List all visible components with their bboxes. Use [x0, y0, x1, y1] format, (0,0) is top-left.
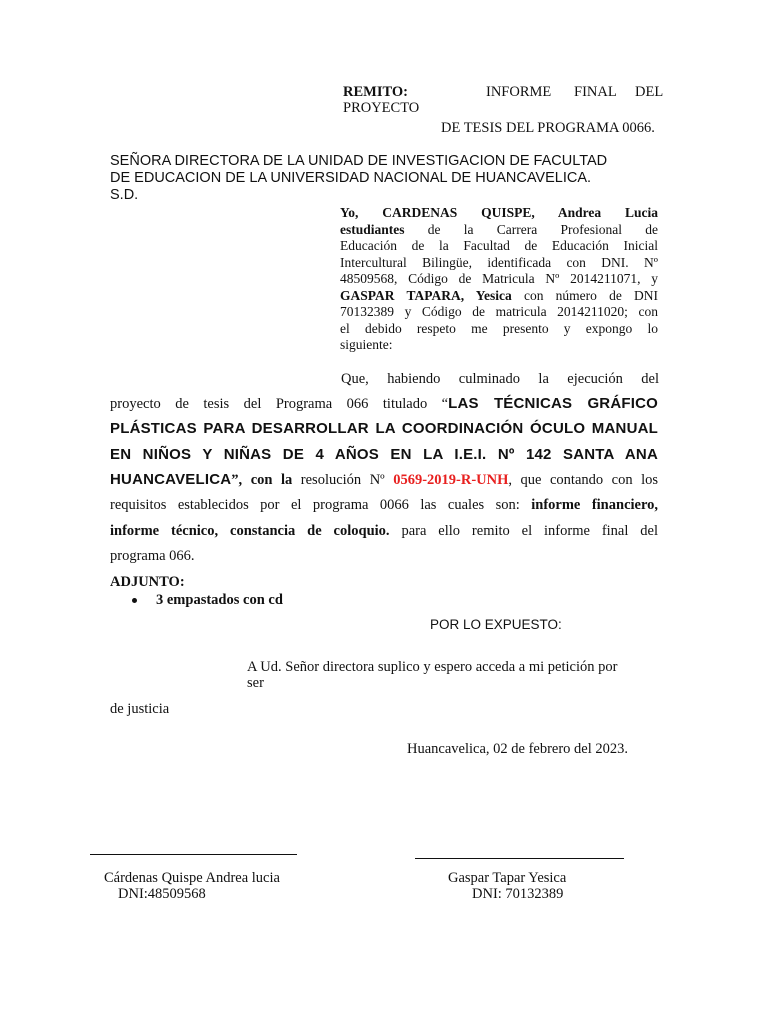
thesis-title-line-3: EN NIÑOS Y NIÑAS DE 4 AÑOS EN LA I.E.I. Nº 142 SANTA ANA — [110, 446, 658, 463]
petition-line-3: de justicia — [110, 701, 170, 717]
petition-line-2: ser — [247, 675, 264, 691]
intro-line-1: Yo, CARDENAS QUISPE, Andrea Lucia — [340, 205, 658, 220]
body-line-2: proyecto de tesis del Programa 066 titulado “LAS TÉCNICAS GRÁFICO — [110, 395, 659, 412]
remito-label: REMITO: — [343, 84, 408, 100]
remito-text-word-3: DEL — [635, 84, 664, 100]
adjunto-label: ADJUNTO: — [110, 574, 185, 590]
remito-text-word-1: INFORME — [486, 84, 552, 100]
body-line-5: HUANCAVELICA”, con la resolución Nº 0569-2019-R-UNH, que contando con los — [110, 471, 659, 488]
addressee-line2: DE EDUCACION DE LA UNIVERSIDAD NACIONAL DE HUANCAVELICA. — [110, 170, 592, 186]
signature-name-1: Cárdenas Quispe Andrea lucia — [104, 870, 280, 886]
petition-line-1: A Ud. Señor directora suplico y espero acceda a mi petición por — [247, 659, 618, 675]
remito-text-word-2: FINAL — [574, 84, 617, 100]
addressee-line1: SEÑORA DIRECTORA DE LA UNIDAD DE INVESTIGACION DE FACULTAD — [110, 153, 608, 169]
thesis-title-line-2: PLÁSTICAS PARA DESARROLLAR LA COORDINACIÓN ÓCULO MANUAL — [110, 420, 658, 437]
intro-line-7: 70132389 y Código de matricula 2014211020; con — [340, 304, 658, 319]
intro-line-5: 48509568, Código de Matricula Nº 2014211071, y — [340, 271, 658, 286]
body-line-1: Que, habiendo culminado la ejecución del — [341, 371, 659, 387]
intro-line-2: estudiantes de la Carrera Profesional de — [340, 221, 659, 237]
signature-dni-1: DNI:48509568 — [118, 886, 206, 902]
signature-line-2 — [415, 858, 624, 859]
por-lo-expuesto: POR LO EXPUESTO: — [430, 617, 562, 632]
thesis-title-line-4: HUANCAVELICA — [110, 471, 232, 488]
intro-line-3: Educación de la Facultad de Educación Inicial — [340, 238, 658, 253]
bullet-icon — [132, 598, 137, 603]
intro-block — [340, 205, 658, 354]
signature-dni-2: DNI: 70132389 — [472, 886, 564, 902]
adjunto-item: 3 empastados con cd — [156, 592, 283, 608]
addressee-line3: S.D. — [110, 187, 139, 203]
signature-line-1 — [90, 854, 297, 855]
intro-line-8: el debido respeto me presento y expongo lo — [340, 320, 658, 336]
body-line-8: programa 066. — [110, 548, 195, 564]
resolution-number: 0569-2019-R-UNH — [393, 472, 509, 488]
body-line-6: requisitos establecidos por el programa 0066 las cuales son: informe financiero, — [110, 497, 659, 513]
intro-line-6: GASPAR TAPARA, Yesica con número de DNI — [340, 287, 659, 303]
body-line-7: informe técnico, constancia de coloquio. para ello remito el informe final del — [110, 523, 658, 539]
remito-subject-line2: DE TESIS DEL PROGRAMA 0066. — [441, 120, 655, 136]
intro-line-9: siguiente: — [340, 337, 393, 352]
signature-name-2: Gaspar Tapar Yesica — [448, 870, 567, 886]
intro-line-4: Intercultural Bilingüe, identificada con DNI. Nº — [340, 254, 658, 270]
thesis-title-part-1: LAS TÉCNICAS GRÁFICO — [448, 395, 659, 412]
remito-text-continued: PROYECTO — [343, 100, 420, 116]
place-date: Huancavelica, 02 de febrero del 2023. — [407, 741, 629, 757]
